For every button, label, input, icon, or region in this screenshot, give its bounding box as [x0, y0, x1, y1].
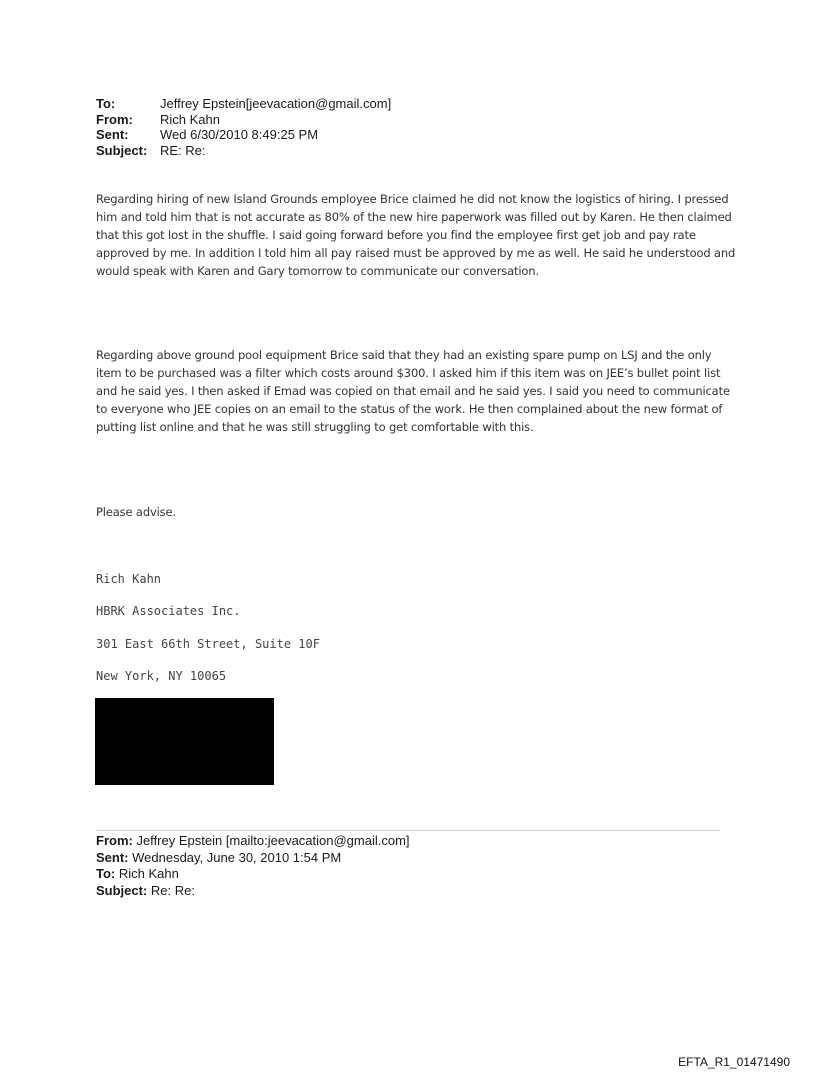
- header-sent-row: [96, 127, 391, 143]
- body-paragraph-pool-equipment: Regarding above ground pool equipment Brice said that they had an existing spare pump on LSJ and the only item to be purchased was a filter which costs around $300. I asked him if this item was on JEE’s bullet point list and he said yes. I then asked if Emad was copied on that email and he said yes. I said you need to communicate to everyone who JEE copies on an email to the status of the work. He then complained about the new format of putting list online and that he was still struggling to get comfortable with this.: [96, 348, 730, 434]
- header-subject-row: [96, 143, 391, 159]
- quoted-sent-row: [96, 850, 410, 867]
- quoted-from-row: [96, 833, 410, 850]
- subject-value: RE: Re:: [160, 142, 206, 158]
- from-label: From:: [96, 111, 133, 127]
- quoted-subject-row: [96, 883, 410, 900]
- quoted-email-header: [96, 833, 410, 899]
- signature-company: HBRK Associates Inc.: [96, 604, 241, 618]
- quoted-to-row: [96, 866, 410, 883]
- quoted-from-label: From:: [96, 833, 133, 848]
- sent-label: Sent:: [96, 127, 129, 142]
- signature-city: New York, NY 10065: [96, 669, 227, 683]
- header-to-row: [96, 96, 391, 112]
- quoted-from-value: Jeffrey Epstein [mailto:jeevacation@gmail.com]: [132, 833, 410, 848]
- document-id: EFTA_R1_01471490: [678, 1055, 790, 1069]
- quoted-subject-value: Re: Re:: [147, 882, 195, 898]
- quoted-to-value: Rich Kahn: [115, 866, 179, 881]
- quoted-sent-value: Wednesday, June 30, 2010 1:54 PM: [128, 849, 342, 865]
- quoted-subject-label: Subject:: [96, 882, 148, 898]
- subject-label: Subject:: [96, 142, 148, 158]
- sent-value: Wed 6/30/2010 8:49:25 PM: [160, 127, 319, 142]
- quoted-to-label: To:: [96, 866, 116, 881]
- email-header: [96, 96, 391, 158]
- signature-name: Rich Kahn: [96, 572, 162, 586]
- quoted-divider: [96, 830, 720, 831]
- quoted-sent-label: Sent:: [96, 849, 129, 865]
- header-from-row: [96, 112, 391, 128]
- redaction-block: [95, 698, 274, 785]
- from-value: Rich Kahn: [160, 111, 220, 127]
- to-label: To:: [96, 96, 116, 111]
- signature-address: 301 East 66th Street, Suite 10F: [96, 637, 320, 651]
- body-paragraph-hiring: Regarding hiring of new Island Grounds employee Brice claimed he did not know the logistics of hiring. I pressed him and told him that is not accurate as 80% of the new hire paperwork was filled out by Karen. He then claimed that this got lost in the shuffle. I said going forward before you find the employee first get job and pay rate approved by me. In addition I told him all pay raised must be approved by me as well. He said he understood and would speak with Karen and Gary tomorrow to communicate our conversation.: [96, 192, 736, 278]
- body-paragraph-please-advise: Please advise.: [96, 505, 176, 519]
- to-value: Jeffrey Epstein[jeevacation@gmail.com]: [160, 96, 392, 111]
